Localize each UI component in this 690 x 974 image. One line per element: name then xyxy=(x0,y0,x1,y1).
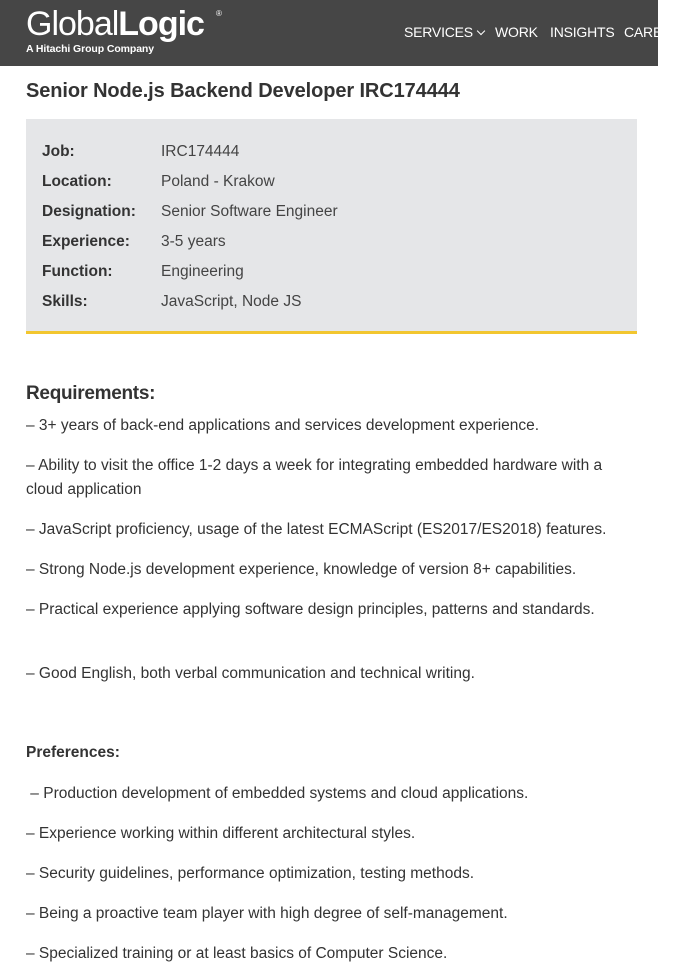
detail-value: JavaScript, Node JS xyxy=(161,293,302,310)
requirement-item: – Good English, both verbal communication and technical writing. xyxy=(26,665,475,682)
detail-value: 3-5 years xyxy=(161,233,226,250)
job-details-box xyxy=(26,119,637,334)
detail-value: Poland - Krakow xyxy=(161,173,275,190)
requirement-item: – Strong Node.js development experience, knowledge of version 8+ capabilities. xyxy=(26,561,577,578)
nav-item-label: INSIGHTS xyxy=(550,24,615,40)
preference-item: – Specialized training or at least basics of Computer Science. xyxy=(26,945,448,962)
detail-value: Senior Software Engineer xyxy=(161,203,338,220)
nav-item-label: CAREERS xyxy=(624,24,690,40)
logo-tagline: A Hitachi Group Company xyxy=(26,43,154,55)
preference-item: – Production development of embedded systems and cloud applications. xyxy=(26,785,529,802)
globallogic-logo[interactable] xyxy=(26,5,222,55)
preference-item: – Security guidelines, performance optimization, testing methods. xyxy=(26,865,475,882)
nav-item-label: WORK xyxy=(495,24,538,40)
preference-item: – Being a proactive team player with high degree of self-management. xyxy=(26,905,508,922)
logo-wordmark xyxy=(26,6,204,42)
requirement-item: – JavaScript proficiency, usage of the latest ECMAScript (ES2017/ES2018) features. xyxy=(26,521,607,538)
nav-item-label: SERVICES xyxy=(404,24,473,40)
detail-label: Job: xyxy=(42,143,75,160)
nav-item-insights[interactable] xyxy=(550,23,615,41)
detail-label: Skills: xyxy=(42,293,88,310)
preference-item: – Experience working within different architectural styles. xyxy=(26,825,416,842)
nav-item-careers[interactable] xyxy=(624,23,690,41)
detail-label: Location: xyxy=(42,173,112,190)
page-title: Senior Node.js Backend Developer IRC174444 xyxy=(26,80,460,102)
detail-label: Designation: xyxy=(42,203,136,220)
requirements-heading: Requirements: xyxy=(26,383,156,404)
logo-word-light: Global xyxy=(26,5,119,43)
detail-label: Function: xyxy=(42,263,113,280)
site-header xyxy=(0,0,690,66)
logo-registered-mark: ® xyxy=(216,9,222,18)
detail-value: Engineering xyxy=(161,263,244,280)
logo-word-bold: Logic xyxy=(118,5,204,43)
nav-item-work[interactable] xyxy=(495,23,538,41)
requirement-item: – Ability to visit the office 1-2 days a week for integrating embedded hardware with a cloud application xyxy=(26,457,603,498)
nav-item-services[interactable] xyxy=(404,23,484,41)
requirement-item: – 3+ years of back-end applications and services development experience. xyxy=(26,417,540,434)
preferences-heading: Preferences: xyxy=(26,744,120,761)
detail-value: IRC174444 xyxy=(161,143,240,160)
detail-label: Experience: xyxy=(42,233,130,250)
requirement-item: – Practical experience applying software design principles, patterns and standards. xyxy=(26,601,595,618)
chevron-down-icon xyxy=(477,27,485,35)
